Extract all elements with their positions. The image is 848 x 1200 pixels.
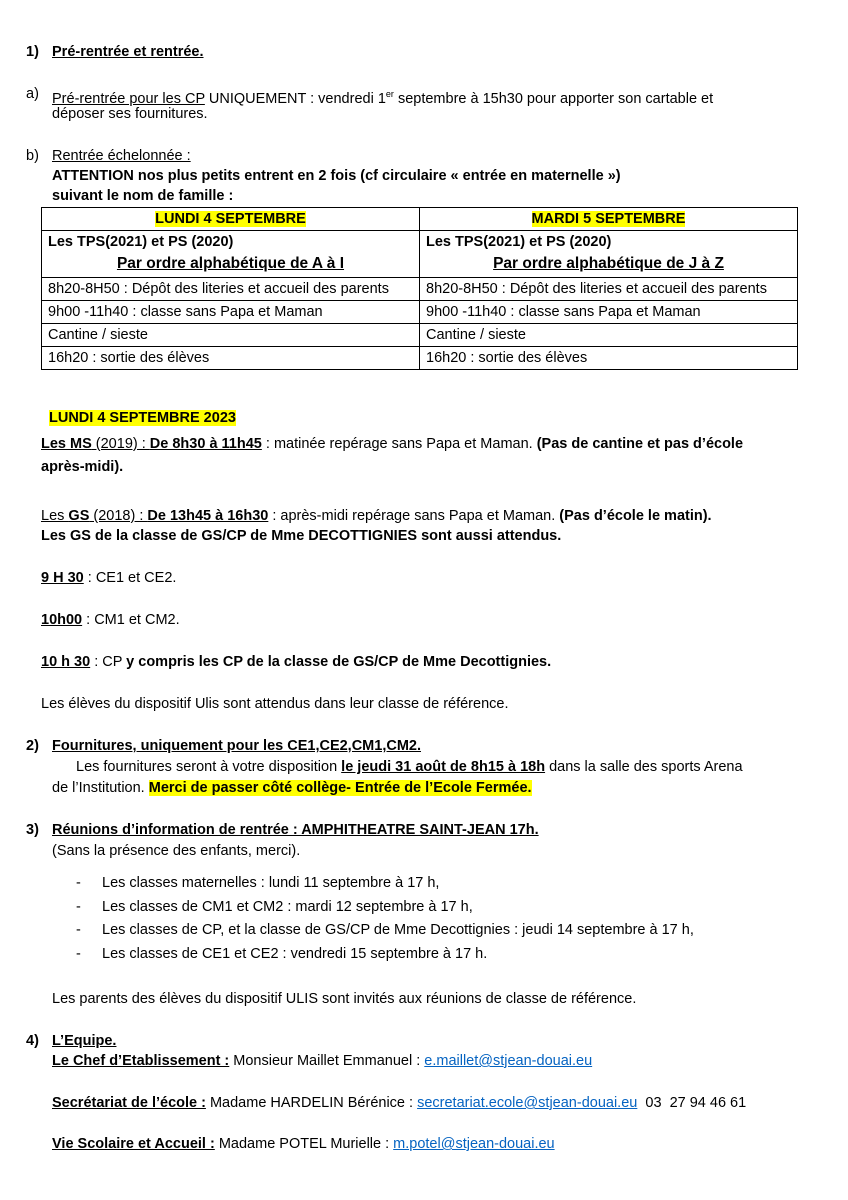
table-row xyxy=(42,324,798,347)
bullet-dash: - xyxy=(76,922,81,938)
gs-text: : après-midi repérage sans Papa et Maman. xyxy=(268,508,560,524)
fournitures-line-2 xyxy=(52,778,532,798)
lundi-title-text: LUNDI 4 SEPTEMBRE 2023 xyxy=(49,410,236,426)
section-4-title: L’Equipe. xyxy=(52,1033,117,1049)
section-3-ulis: Les parents des élèves du dispositif ULIS sont invités aux réunions de classe de référence. xyxy=(52,991,637,1007)
gs-note: (Pas d’école le matin). xyxy=(559,508,712,524)
time-ce-text: : CE1 et CE2. xyxy=(83,570,177,586)
ms-text: : matinée repérage sans Papa et Maman. xyxy=(261,436,537,452)
secretariat-label: Secrétariat de l’école : xyxy=(52,1095,206,1111)
gs-time: De 13h45 à 16h30 xyxy=(147,508,269,524)
list-item: Les classes maternelles : lundi 11 septembre à 17 h, xyxy=(102,875,440,891)
ms-year: (2019) : xyxy=(91,436,150,452)
gs-line-1 xyxy=(41,506,712,526)
table-row xyxy=(42,347,798,370)
table-cell: Cantine / sieste xyxy=(420,324,798,347)
item-a-marker: a) xyxy=(26,86,39,102)
fournitures-date: le jeudi 31 août de 8h15 à 18h xyxy=(341,759,546,775)
chef-label: Le Chef d’Etablissement : xyxy=(52,1053,230,1069)
vie-scolaire-email-link[interactable]: m.potel@stjean-douai.eu xyxy=(393,1136,555,1152)
table-cell: 9h00 -11h40 : classe sans Papa et Maman xyxy=(420,301,798,324)
time-cm-text: : CM1 et CM2. xyxy=(82,612,180,628)
gs-label: GS xyxy=(68,508,90,524)
ms-label: Les MS xyxy=(41,436,92,452)
vie-scolaire-name: Madame POTEL Murielle : xyxy=(214,1136,394,1152)
chef-name: Monsieur Maillet Emmanuel : xyxy=(229,1053,425,1069)
item-a-line-2: déposer ses fournitures. xyxy=(52,106,208,122)
item-b-title: Rentrée échelonnée : xyxy=(52,148,191,164)
fournitures-text-2: de l’Institution. xyxy=(52,780,149,796)
fournitures-line-1 xyxy=(76,757,743,777)
time-cp: 10 h 30 xyxy=(41,654,91,670)
time-line-ce xyxy=(41,568,176,588)
item-b-marker: b) xyxy=(26,148,39,164)
section-3-number: 3) xyxy=(26,822,39,838)
secretariat-line xyxy=(52,1093,746,1113)
table-header-left-text: LUNDI 4 SEPTEMBRE xyxy=(155,211,306,227)
section-1-number: 1) xyxy=(26,44,39,60)
chef-line xyxy=(52,1051,592,1071)
table-cell: 8h20-8H50 : Dépôt des literies et accueil des parents xyxy=(420,278,798,301)
section-3-subtitle: (Sans la présence des enfants, merci). xyxy=(52,843,301,859)
ms-time: De 8h30 à 11h45 xyxy=(149,436,262,452)
bullet-dash: - xyxy=(76,875,81,891)
gs-year: (2018) : xyxy=(89,508,148,524)
schedule-table xyxy=(41,207,798,370)
ms-note: (Pas de cantine et pas d’école xyxy=(536,436,744,452)
list-item: Les classes de CE1 et CE2 : vendredi 15 septembre à 17 h. xyxy=(102,946,488,962)
chef-email-link[interactable]: e.maillet@stjean-douai.eu xyxy=(424,1053,593,1069)
order-label-right: Par ordre alphabétique de J à Z xyxy=(493,255,724,272)
fournitures-note: Merci de passer côté collège- Entrée de l’Ecole Fermée. xyxy=(148,780,532,796)
list-item: Les classes de CM1 et CM2 : mardi 12 septembre à 17 h, xyxy=(102,899,473,915)
bullet-dash: - xyxy=(76,899,81,915)
section-2-title: Fournitures, uniquement pour les CE1,CE2,CM1,CM2. xyxy=(52,738,421,754)
secretariat-email-link[interactable]: secretariat.ecole@stjean-douai.eu xyxy=(417,1095,638,1111)
table-cell: Cantine / sieste xyxy=(42,324,420,347)
section-2-number: 2) xyxy=(26,738,39,754)
table-cell: 9h00 -11h40 : classe sans Papa et Maman xyxy=(42,301,420,324)
section-4-number: 4) xyxy=(26,1033,39,1049)
time-line-cm xyxy=(41,610,180,630)
table-cell: 16h20 : sortie des élèves xyxy=(420,347,798,370)
time-line-cp xyxy=(41,652,551,672)
suivant-line: suivant le nom de famille : xyxy=(52,188,234,204)
vie-scolaire-label: Vie Scolaire et Accueil : xyxy=(52,1136,215,1152)
ulis-line: Les élèves du dispositif Ulis sont attendus dans leur classe de référence. xyxy=(41,696,509,712)
secretariat-name: Madame HARDELIN Bérénice : xyxy=(205,1095,418,1111)
list-item: Les classes de CP, et la classe de GS/CP de Mme Decottignies : jeudi 14 septembre à 17 h, xyxy=(102,922,694,938)
table-row xyxy=(42,278,798,301)
attention-line: ATTENTION nos plus petits entrent en 2 fois (cf circulaire « entrée en maternelle ») xyxy=(52,168,621,184)
bullet-dash: - xyxy=(76,946,81,962)
group-label-left: Les TPS(2021) et PS (2020) xyxy=(48,234,234,250)
gs-line-2: Les GS de la classe de GS/CP de Mme DECOTTIGNIES sont aussi attendus. xyxy=(41,528,562,544)
ms-line-1 xyxy=(41,434,743,454)
item-a-text: UNIQUEMENT : vendredi 1 xyxy=(204,90,386,107)
table-header-right-text: MARDI 5 SEPTEMBRE xyxy=(531,211,686,227)
gs-les: Les xyxy=(41,508,69,524)
time-cp-bold: y compris les CP de la classe de GS/CP de Mme Decottignies. xyxy=(126,654,552,670)
table-group-right xyxy=(420,231,798,278)
table-header-left xyxy=(42,208,420,231)
ms-line-2: après-midi). xyxy=(41,459,124,475)
lundi-title xyxy=(49,408,236,428)
table-group-left xyxy=(42,231,420,278)
vie-scolaire-line xyxy=(52,1134,555,1154)
time-cp-text: : CP xyxy=(90,654,127,670)
order-label-left: Par ordre alphabétique de A à I xyxy=(116,255,345,272)
time-cm: 10h00 xyxy=(41,612,83,628)
item-a-text-2: septembre à 15h30 pour apporter son cartable et xyxy=(393,90,714,107)
fournitures-text: Les fournitures seront à votre disposition xyxy=(76,759,342,775)
item-a-link: Pré-rentrée pour les CP xyxy=(52,90,205,107)
table-cell: 8h20-8H50 : Dépôt des literies et accueil des parents xyxy=(42,278,420,301)
time-ce: 9 H 30 xyxy=(41,570,84,586)
fournitures-place: dans la salle des sports Arena xyxy=(545,759,743,775)
table-header-right xyxy=(420,208,798,231)
group-label-right: Les TPS(2021) et PS (2020) xyxy=(426,234,612,250)
secretariat-phone: 03 27 94 46 61 xyxy=(637,1095,747,1111)
table-cell: 16h20 : sortie des élèves xyxy=(42,347,420,370)
item-a-sup: er xyxy=(385,89,394,99)
table-row xyxy=(42,301,798,324)
section-1-title: Pré-rentrée et rentrée. xyxy=(52,44,204,60)
section-3-title: Réunions d’information de rentrée : AMPHITHEATRE SAINT-JEAN 17h. xyxy=(52,822,539,838)
